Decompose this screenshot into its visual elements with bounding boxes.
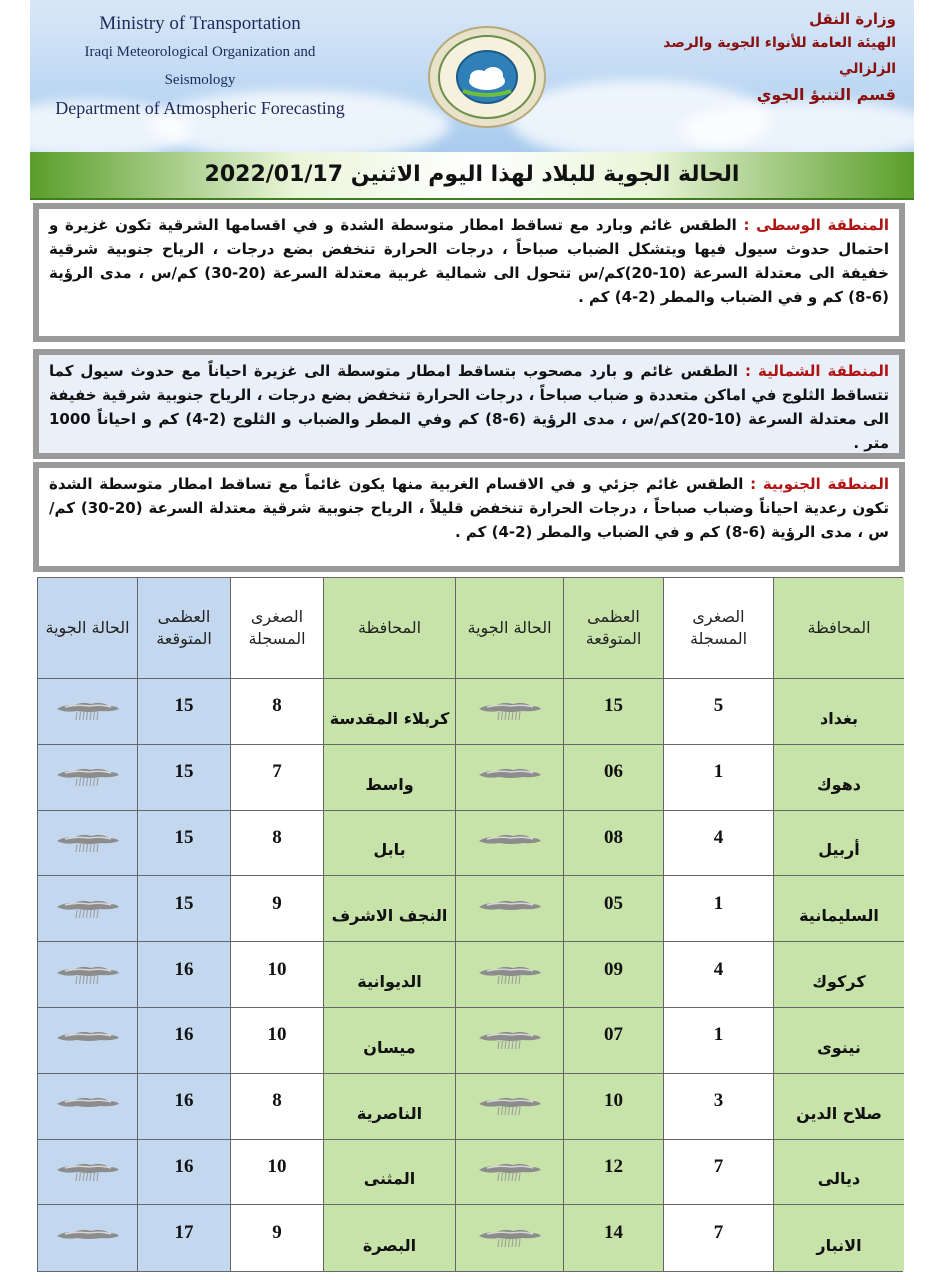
- min-temp-cell: [664, 745, 774, 811]
- governorate-name: أربيل: [818, 840, 860, 860]
- header-banner: [30, 0, 914, 152]
- department-ar: قسم التنبؤ الجوي: [756, 85, 896, 104]
- header-max-right: العظمى المتوقعة: [564, 578, 664, 679]
- cloud-icon: [475, 830, 545, 856]
- governorate-cell: [324, 811, 456, 877]
- department-en: Department of Atmospheric Forecasting: [55, 98, 345, 118]
- region-north-text: الطقس غائم و بارد مصحوب بتساقط امطار متوسطة الى غزيرة احياناً مع حدوث سيول كما تتساقط الثلوج في اماكن متعددة و ضباب صباحاً ، درجات الحرارة تنخفض بضع درجات ، الرياح جنوبية شرقية خفيفة الى معتدلة السرعة (10-20)كم/س ، مدى الرؤية (6-8) كم وفي المطر والضباب و الثلوج (2-4) كم و احياناً 1000 متر .: [49, 362, 889, 452]
- rain-cloud-icon: [475, 698, 545, 724]
- max-temp-cell: [138, 811, 231, 877]
- governorate-name: البصرة: [362, 1235, 417, 1255]
- min-temp-value: 1: [713, 892, 724, 914]
- max-temp-cell: [564, 1074, 664, 1140]
- max-temp-cell: [138, 876, 231, 942]
- cloud-icon: [475, 896, 545, 922]
- max-temp-value: 06: [604, 761, 623, 783]
- governorate-name: الديوانية: [357, 972, 422, 992]
- min-temp-value: 7: [713, 1155, 724, 1177]
- governorate-name: نينوى: [817, 1037, 861, 1057]
- min-temp-value: 10: [267, 1155, 287, 1177]
- min-temp-cell: [664, 679, 774, 745]
- governorate-name: السليمانية: [799, 906, 879, 926]
- header-min-left: الصغرى المسجلة: [231, 578, 324, 679]
- governorate-name: كربلاء المقدسة: [329, 708, 450, 728]
- max-temp-cell: [138, 1205, 231, 1271]
- min-temp-value: 9: [272, 892, 282, 914]
- condition-cell: [38, 745, 138, 811]
- max-temp-cell: [564, 745, 664, 811]
- temperature-table: [37, 577, 903, 1272]
- max-temp-value: 10: [604, 1090, 623, 1112]
- header-english: [50, 10, 350, 122]
- governorate-name: كركوك: [812, 972, 866, 992]
- condition-cell: [38, 811, 138, 877]
- min-temp-cell: [231, 1205, 324, 1271]
- organization-logo: [427, 25, 547, 129]
- condition-cell: [456, 811, 564, 877]
- governorate-name: بابل: [373, 840, 406, 860]
- rain-cloud-icon: [53, 830, 123, 856]
- condition-cell: [456, 942, 564, 1008]
- max-temp-cell: [564, 1205, 664, 1271]
- condition-cell: [456, 1140, 564, 1206]
- header-condition-right: الحالة الجوية: [456, 578, 564, 679]
- rain-cloud-icon: [53, 962, 123, 988]
- organization-ar: الهيئة العامة للأنواء الجوية والرصد الزلزالي: [663, 35, 896, 77]
- min-temp-value: 4: [713, 958, 724, 980]
- governorate-cell: [774, 1074, 904, 1140]
- condition-cell: [38, 1140, 138, 1206]
- min-temp-value: 5: [713, 695, 724, 717]
- rain-cloud-icon: [475, 1159, 545, 1185]
- min-temp-value: 3: [713, 1090, 724, 1112]
- max-temp-cell: [138, 679, 231, 745]
- ministry-ar: وزارة النقل: [809, 10, 896, 28]
- max-temp-cell: [564, 876, 664, 942]
- header-condition-left: الحالة الجوية: [38, 578, 138, 679]
- cloud-icon: [475, 764, 545, 790]
- min-temp-value: 7: [713, 1222, 724, 1244]
- min-temp-cell: [231, 1074, 324, 1140]
- region-north: [33, 349, 905, 459]
- governorate-name: بغداد: [820, 708, 858, 728]
- governorate-name: النجف الاشرف: [331, 906, 448, 926]
- min-temp-cell: [231, 1140, 324, 1206]
- title-bar: [30, 152, 914, 200]
- governorate-cell: [774, 745, 904, 811]
- rain-cloud-icon: [53, 698, 123, 724]
- max-temp-cell: [138, 1008, 231, 1074]
- header-governorate-right: المحافظة: [774, 578, 904, 679]
- max-temp-cell: [564, 679, 664, 745]
- max-temp-value: 15: [174, 761, 194, 783]
- max-temp-value: 17: [174, 1222, 194, 1244]
- max-temp-cell: [138, 942, 231, 1008]
- min-temp-value: 8: [272, 826, 282, 848]
- region-north-name: المنطقة الشمالية :: [745, 362, 889, 380]
- cloud-icon: [53, 1027, 123, 1053]
- max-temp-value: 15: [604, 695, 623, 717]
- governorate-name: الانبار: [816, 1235, 862, 1255]
- governorate-name: المثنى: [363, 1169, 416, 1189]
- header-governorate-left: المحافظة: [324, 578, 456, 679]
- min-temp-value: 8: [272, 1090, 282, 1112]
- governorate-cell: [324, 1008, 456, 1074]
- max-temp-value: 14: [604, 1222, 623, 1244]
- ministry-en: Ministry of Transportation: [99, 13, 301, 34]
- governorate-cell: [774, 942, 904, 1008]
- min-temp-cell: [664, 1140, 774, 1206]
- header-arabic: [636, 8, 896, 108]
- governorate-name: صلاح الدين: [796, 1103, 882, 1123]
- rain-cloud-icon: [53, 896, 123, 922]
- governorate-name: ميسان: [363, 1037, 416, 1057]
- governorate-cell: [774, 811, 904, 877]
- min-temp-cell: [664, 1074, 774, 1140]
- governorate-cell: [324, 745, 456, 811]
- max-temp-value: 15: [174, 826, 194, 848]
- max-temp-cell: [564, 1140, 664, 1206]
- governorate-name: الناصرية: [356, 1103, 423, 1123]
- condition-cell: [456, 1074, 564, 1140]
- condition-cell: [456, 876, 564, 942]
- rain-cloud-icon: [475, 1225, 545, 1251]
- min-temp-cell: [231, 811, 324, 877]
- governorate-cell: [774, 876, 904, 942]
- region-south: [33, 462, 905, 572]
- governorate-cell: [774, 1008, 904, 1074]
- rain-cloud-icon: [475, 1093, 545, 1119]
- condition-cell: [456, 745, 564, 811]
- governorate-cell: [774, 1205, 904, 1271]
- max-temp-value: 16: [174, 1155, 194, 1177]
- min-temp-cell: [664, 1008, 774, 1074]
- organization-en: Iraqi Meteorological Organization and Seismology: [84, 44, 316, 88]
- max-temp-value: 16: [174, 1024, 194, 1046]
- max-temp-cell: [564, 811, 664, 877]
- governorate-cell: [324, 876, 456, 942]
- governorate-cell: [324, 1140, 456, 1206]
- min-temp-cell: [231, 745, 324, 811]
- condition-cell: [38, 1008, 138, 1074]
- min-temp-cell: [664, 1205, 774, 1271]
- condition-cell: [38, 1074, 138, 1140]
- header-min-right: الصغرى المسجلة: [664, 578, 774, 679]
- condition-cell: [38, 876, 138, 942]
- governorate-name: دهوك: [817, 774, 861, 794]
- condition-cell: [456, 1205, 564, 1271]
- max-temp-value: 05: [604, 892, 623, 914]
- governorate-cell: [774, 1140, 904, 1206]
- condition-cell: [38, 1205, 138, 1271]
- region-south-name: المنطقة الجنوبية :: [750, 475, 889, 493]
- condition-cell: [38, 679, 138, 745]
- max-temp-cell: [564, 942, 664, 1008]
- min-temp-value: 10: [267, 1024, 287, 1046]
- min-temp-value: 1: [713, 761, 724, 783]
- header-max-left: العظمى المتوقعة: [138, 578, 231, 679]
- condition-cell: [456, 1008, 564, 1074]
- governorate-cell: [774, 679, 904, 745]
- min-temp-value: 4: [713, 826, 724, 848]
- max-temp-value: 07: [604, 1024, 623, 1046]
- governorate-name: واسط: [365, 774, 414, 794]
- min-temp-cell: [664, 811, 774, 877]
- min-temp-value: 9: [272, 1222, 282, 1244]
- condition-cell: [456, 679, 564, 745]
- min-temp-cell: [231, 876, 324, 942]
- min-temp-cell: [664, 942, 774, 1008]
- rain-cloud-icon: [475, 962, 545, 988]
- min-temp-cell: [231, 679, 324, 745]
- rain-cloud-icon: [53, 764, 123, 790]
- cloud-icon: [53, 1225, 123, 1251]
- region-middle-text: الطقس غائم وبارد مع تساقط امطار متوسطة الشدة و في اقسامها الشرقية تكون غزيرة و احتمال حدوث سيول فيها ويتشكل الضباب صباحاً ، درجات الحرارة تنخفض بضع درجات ، الرياح جنوبية شرقية خفيفة الى معتدلة السرعة (10-20)كم/س تتحول الى شمالية غربية معتدلة السرعة (20-30) كم/س ، مدى الرؤية (6-8) كم و في الضباب والمطر (2-4) كم .: [49, 216, 889, 306]
- max-temp-value: 12: [604, 1155, 623, 1177]
- max-temp-value: 15: [174, 892, 194, 914]
- page-title: الحالة الجوية للبلاد لهذا اليوم الاثنين 2022/01/17: [204, 162, 740, 187]
- region-middle-name: المنطقة الوسطى :: [743, 216, 889, 234]
- min-temp-value: 1: [713, 1024, 724, 1046]
- min-temp-value: 7: [272, 761, 282, 783]
- min-temp-cell: [664, 876, 774, 942]
- cloud-icon: [53, 1093, 123, 1119]
- min-temp-cell: [231, 942, 324, 1008]
- max-temp-value: 09: [604, 958, 623, 980]
- governorate-name: ديالى: [817, 1169, 861, 1189]
- min-temp-value: 8: [272, 695, 282, 717]
- rain-cloud-icon: [475, 1027, 545, 1053]
- max-temp-value: 08: [604, 826, 623, 848]
- min-temp-value: 10: [267, 958, 287, 980]
- governorate-cell: [324, 942, 456, 1008]
- min-temp-cell: [231, 1008, 324, 1074]
- governorate-cell: [324, 679, 456, 745]
- region-middle: [33, 203, 905, 342]
- max-temp-cell: [138, 1140, 231, 1206]
- max-temp-value: 15: [174, 695, 194, 717]
- rain-cloud-icon: [53, 1159, 123, 1185]
- max-temp-cell: [564, 1008, 664, 1074]
- governorate-cell: [324, 1074, 456, 1140]
- max-temp-value: 16: [174, 1090, 194, 1112]
- condition-cell: [38, 942, 138, 1008]
- region-south-text: الطقس غائم جزئي و في الاقسام الغربية منها يكون غائماً مع تساقط امطار متوسطة الشدة تكون رعدية احياناً وضباب صباحاً ، درجات الحرارة تنخفض قليلاً ، الرياح جنوبية شرقية معتدلة السرعة (20-30) كم/س ، مدى الرؤية (6-8) كم و في الضباب والمطر (2-4) كم .: [49, 475, 889, 541]
- max-temp-cell: [138, 745, 231, 811]
- max-temp-cell: [138, 1074, 231, 1140]
- max-temp-value: 16: [174, 958, 194, 980]
- governorate-cell: [324, 1205, 456, 1271]
